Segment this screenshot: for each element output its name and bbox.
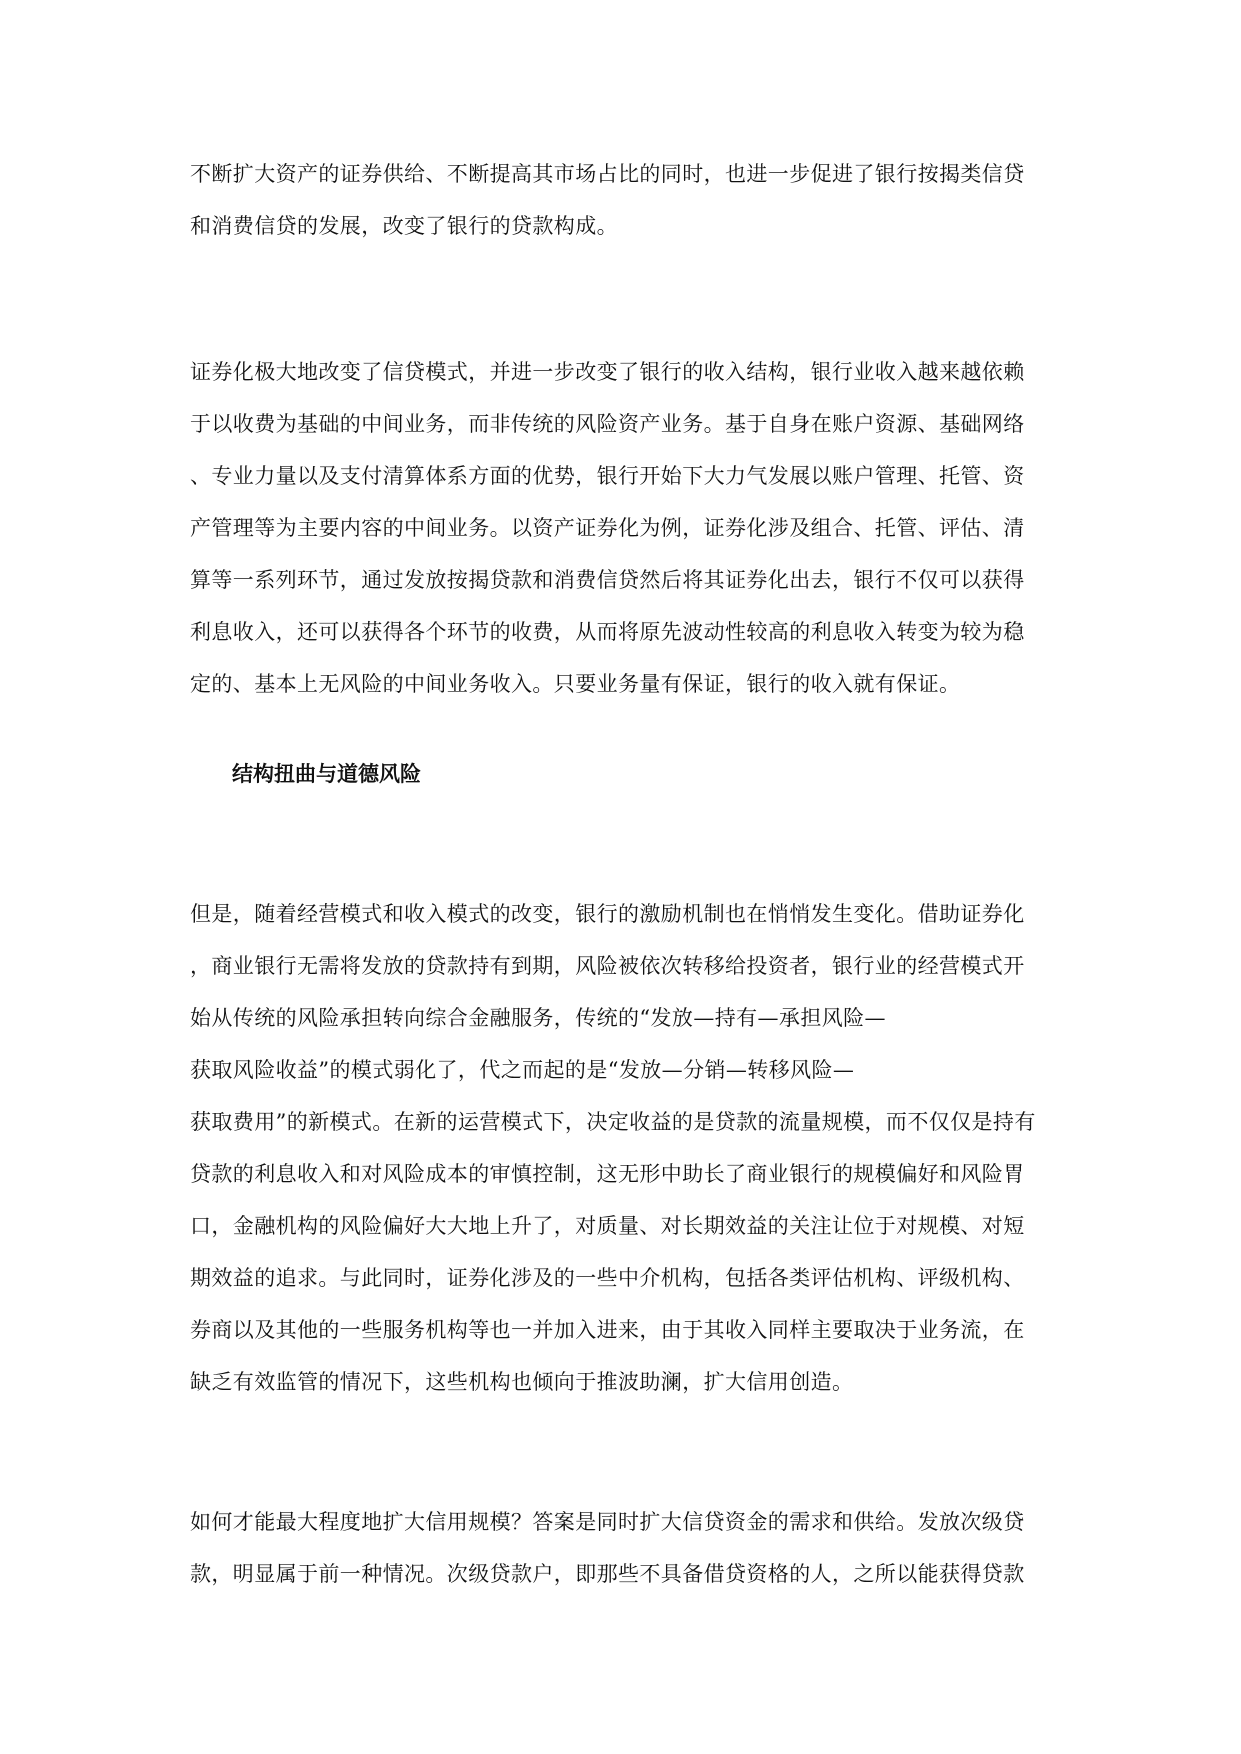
text-line: 定的、基本上无风险的中间业务收入。只要业务量有保证，银行的收入就有保证。 [190,672,961,696]
text-line: 款，明显属于前一种情况。次级贷款户，即那些不具备借贷资格的人，之所以能获得贷款 [190,1562,1025,1586]
text-line: 利息收入，还可以获得各个环节的收费，从而将原先波动性较高的利息收入转变为较为稳 [190,620,1025,644]
text-line: 获取费用”的新模式。在新的运营模式下，决定收益的是贷款的流量规模，而不仅仅是持有 [190,1110,1036,1134]
text-line: 口，金融机构的风险偏好大大地上升了，对质量、对长期效益的关注让位于对规模、对短 [190,1214,1025,1238]
text-line: 获取风险收益”的模式弱化了，代之而起的是“发放—分销—转移风险— [190,1058,855,1082]
text-line: 、专业力量以及支付清算体系方面的优势，银行开始下大力气发展以账户管理、托管、资 [190,464,1025,488]
text-line: 产管理等为主要内容的中间业务。以资产证券化为例，证券化涉及组合、托管、评估、清 [190,516,1025,540]
text-line: 证券化极大地改变了信贷模式，并进一步改变了银行的收入结构，银行业收入越来越依赖 [190,360,1025,384]
text-line: 于以收费为基础的中间业务，而非传统的风险资产业务。基于自身在账户资源、基础网络 [190,412,1025,436]
text-line: 不断扩大资产的证券供给、不断提高其市场占比的同时，也进一步促进了银行按揭类信贷 [190,162,1025,186]
text-line: 但是，随着经营模式和收入模式的改变，银行的激励机制也在悄悄发生变化。借助证券化 [190,902,1025,926]
text-line: 缺乏有效监管的情况下，这些机构也倾向于推波助澜，扩大信用创造。 [190,1370,854,1394]
text-line: ，商业银行无需将发放的贷款持有到期，风险被依次转移给投资者，银行业的经营模式开 [190,954,1025,978]
text-line: 算等一系列环节，通过发放按揭贷款和消费信贷然后将其证券化出去，银行不仅可以获得 [190,568,1025,592]
text-line: 始从传统的风险承担转向综合金融服务，传统的“发放—持有—承担风险— [190,1006,886,1030]
section-heading: 结构扭曲与道德风险 [232,762,421,786]
text-line: 如何才能最大程度地扩大信用规模？答案是同时扩大信贷资金的需求和供给。发放次级贷 [190,1510,1025,1534]
text-line: 和消费信贷的发展，改变了银行的贷款构成。 [190,214,618,238]
text-line: 券商以及其他的一些服务机构等也一并加入进来，由于其收入同样主要取决于业务流，在 [190,1318,1025,1342]
text-line: 贷款的利息收入和对风险成本的审慎控制，这无形中助长了商业银行的规模偏好和风险胃 [190,1162,1025,1186]
text-line: 期效益的追求。与此同时，证券化涉及的一些中介机构，包括各类评估机构、评级机构、 [190,1266,1025,1290]
